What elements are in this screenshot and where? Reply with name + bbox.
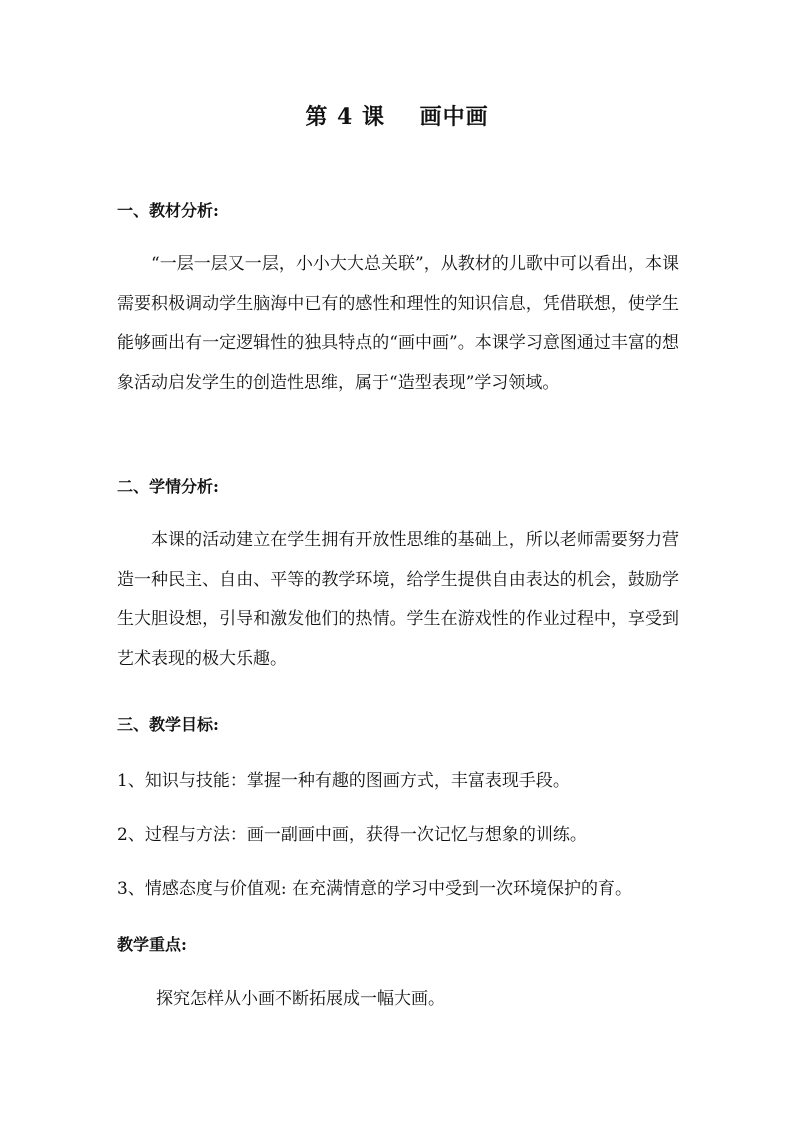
goal-item-emotion-values: 3、情感态度与价值观: 在充满情意的学习中受到一次环境保护的育。 <box>117 879 632 899</box>
section-paragraph-teaching-focus: 探究怎样从小画不断拓展成一幅大画。 <box>156 989 445 1009</box>
goal-item-knowledge-skills: 1、知识与技能：掌握一种有趣的图画方式，丰富表现手段。 <box>117 771 570 791</box>
section-heading-teaching-focus: 教学重点: <box>117 935 187 954</box>
lesson-title: 第 4 课 画中画 <box>305 104 489 130</box>
section-heading-teaching-goals: 三、教学目标: <box>117 715 219 734</box>
section-paragraph-student-analysis: 本课的活动建立在学生拥有开放性思维的基础上，所以老师需要努力营造一种民主、自由、平等的教学环境，给学生提供自由表达的机会，鼓励学生大胆设想，引导和激发他们的热情。学生在游戏性的作业过程中，享受到艺术表现的极大乐趣。 <box>117 530 679 669</box>
goal-item-process-methods: 2、过程与方法：画一副画中画，获得一次记忆与想象的训练。 <box>117 825 587 845</box>
section-paragraph-textbook-analysis: “一层一层又一层，小小大大总关联”，从教材的儿歌中可以看出，本课需要积极调动学生脑海中已有的感性和理性的知识信息，凭借联想，使学生能够画出有一定逻辑性的独具特点的“画中画”。本课学习意图通过丰富的想象活动启发学生的创造性思维，属于“造型表现”学习领域。 <box>117 254 679 393</box>
section-heading-textbook-analysis: 一、教材分析: <box>117 201 219 220</box>
section-heading-student-analysis: 二、学情分析: <box>117 477 219 496</box>
